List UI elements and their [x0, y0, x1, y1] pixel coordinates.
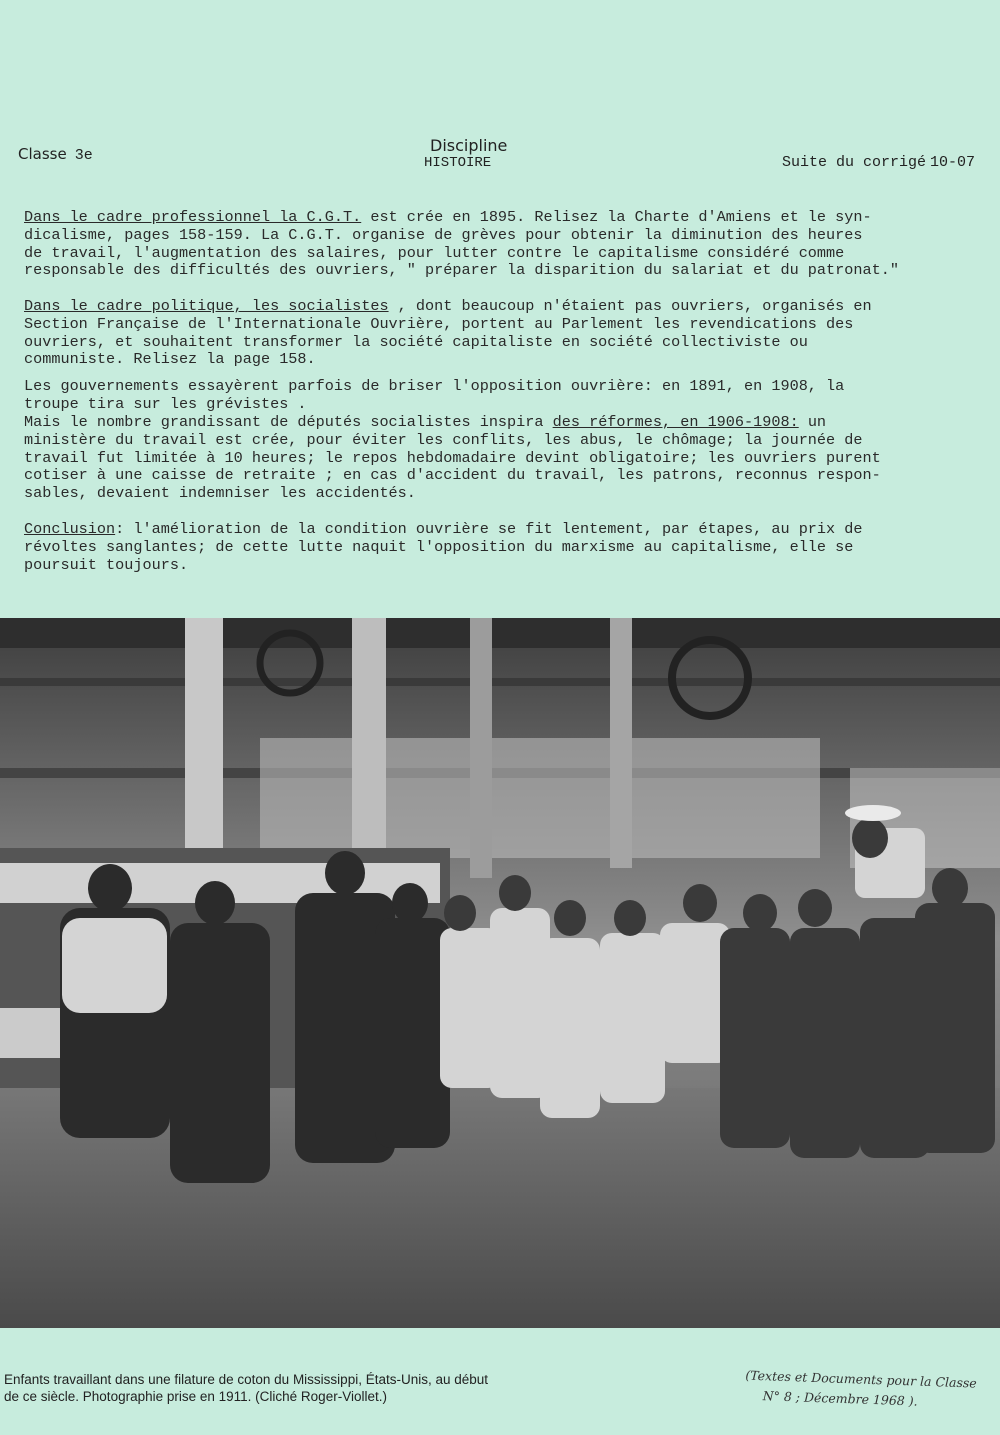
suite-field	[782, 154, 975, 171]
paragraph-conclusion	[24, 521, 954, 574]
text-line: responsable des difficultés des ouvriers, " préparer la disparition du salariat et du patronat."	[24, 261, 899, 280]
paragraph-governments	[24, 378, 954, 414]
heading-conclusion: Conclusion	[24, 520, 116, 538]
heading-political: Dans le cadre politique, les socialistes	[24, 297, 389, 315]
text-line: Les gouvernements essayèrent parfois de briser l'opposition ouvrière: en 1891, en 1908, la	[24, 377, 845, 395]
text-line: révoltes sanglantes; de cette lutte naquit l'opposition du marxisme au capitalisme, elle se	[24, 537, 854, 556]
text-line: communiste. Relisez la page 158.	[24, 350, 316, 369]
text-line: dicalisme, pages 158-159. La C.G.T. organise de grèves pour obtenir la diminution des heures	[24, 225, 863, 244]
photo-illustration	[0, 618, 1000, 1328]
text-line: troupe tira sur les grévistes .	[24, 394, 307, 413]
class-label: Classe	[18, 145, 67, 163]
handwritten-source-note	[744, 1366, 1000, 1415]
text-line: est crée en 1895. Relisez la Charte d'Amiens et le syn-	[361, 208, 872, 226]
text-line: poursuit toujours.	[24, 555, 189, 574]
heading-reforms: des réformes, en 1906-1908:	[552, 413, 799, 431]
paragraph-professional	[24, 209, 954, 280]
heading-professional: Dans le cadre professionnel la C.G.T.	[24, 208, 362, 226]
suite-label: Suite du corrigé	[782, 154, 927, 171]
caption-line: de ce siècle. Photographie prise en 1911. (Cliché Roger-Viollet.)	[4, 1389, 387, 1404]
paragraph-political	[24, 298, 954, 369]
text-line: travail fut limitée à 10 heures; le repos hebdomadaire devint obligatoire; les ouvriers purent	[24, 448, 881, 467]
paragraph-reforms	[24, 414, 954, 503]
mill-photograph	[0, 618, 1000, 1328]
class-field	[18, 145, 93, 164]
text-line: ministère du travail est crée, pour éviter les conflits, les abus, le chômage; la journée de	[24, 430, 863, 449]
text-line: , dont beaucoup n'étaient pas ouvriers, organisés en	[388, 297, 872, 315]
photo-caption	[4, 1371, 604, 1405]
text-line: sables, devaient indemniser les accidentés.	[24, 484, 416, 503]
caption-line: Enfants travaillant dans une filature de coton du Mississippi, États-Unis, au début	[4, 1372, 489, 1387]
text-line: Mais le nombre grandissant de députés socialistes inspira	[24, 413, 553, 431]
text-line: un	[798, 413, 827, 431]
text-line: de travail, l'augmentation des salaires, pour lutter contre le capitalisme considéré comme	[24, 243, 845, 262]
source-line: (Textes et Documents pour la Classe	[745, 1367, 977, 1391]
text-line: : l'amélioration de la condition ouvrière se fit lentement, par étapes, au prix de	[115, 520, 863, 538]
text-line: Section Française de l'Internationale Ouvrière, portent au Parlement les revendications des	[24, 314, 854, 333]
discipline-label: Discipline	[430, 136, 508, 155]
class-value: 3e	[74, 147, 93, 164]
text-line: cotiser à une caisse de retraite ; en cas d'accident du travail, les patrons, reconnus respon-	[24, 466, 881, 485]
source-line: N° 8 ; Décembre 1968 ).	[762, 1388, 918, 1409]
discipline-value: HISTOIRE	[424, 155, 492, 171]
text-line: ouvriers, et souhaitent transformer la société capitaliste en société collectiviste ou	[24, 332, 808, 351]
suite-number: 10-07	[930, 154, 976, 171]
